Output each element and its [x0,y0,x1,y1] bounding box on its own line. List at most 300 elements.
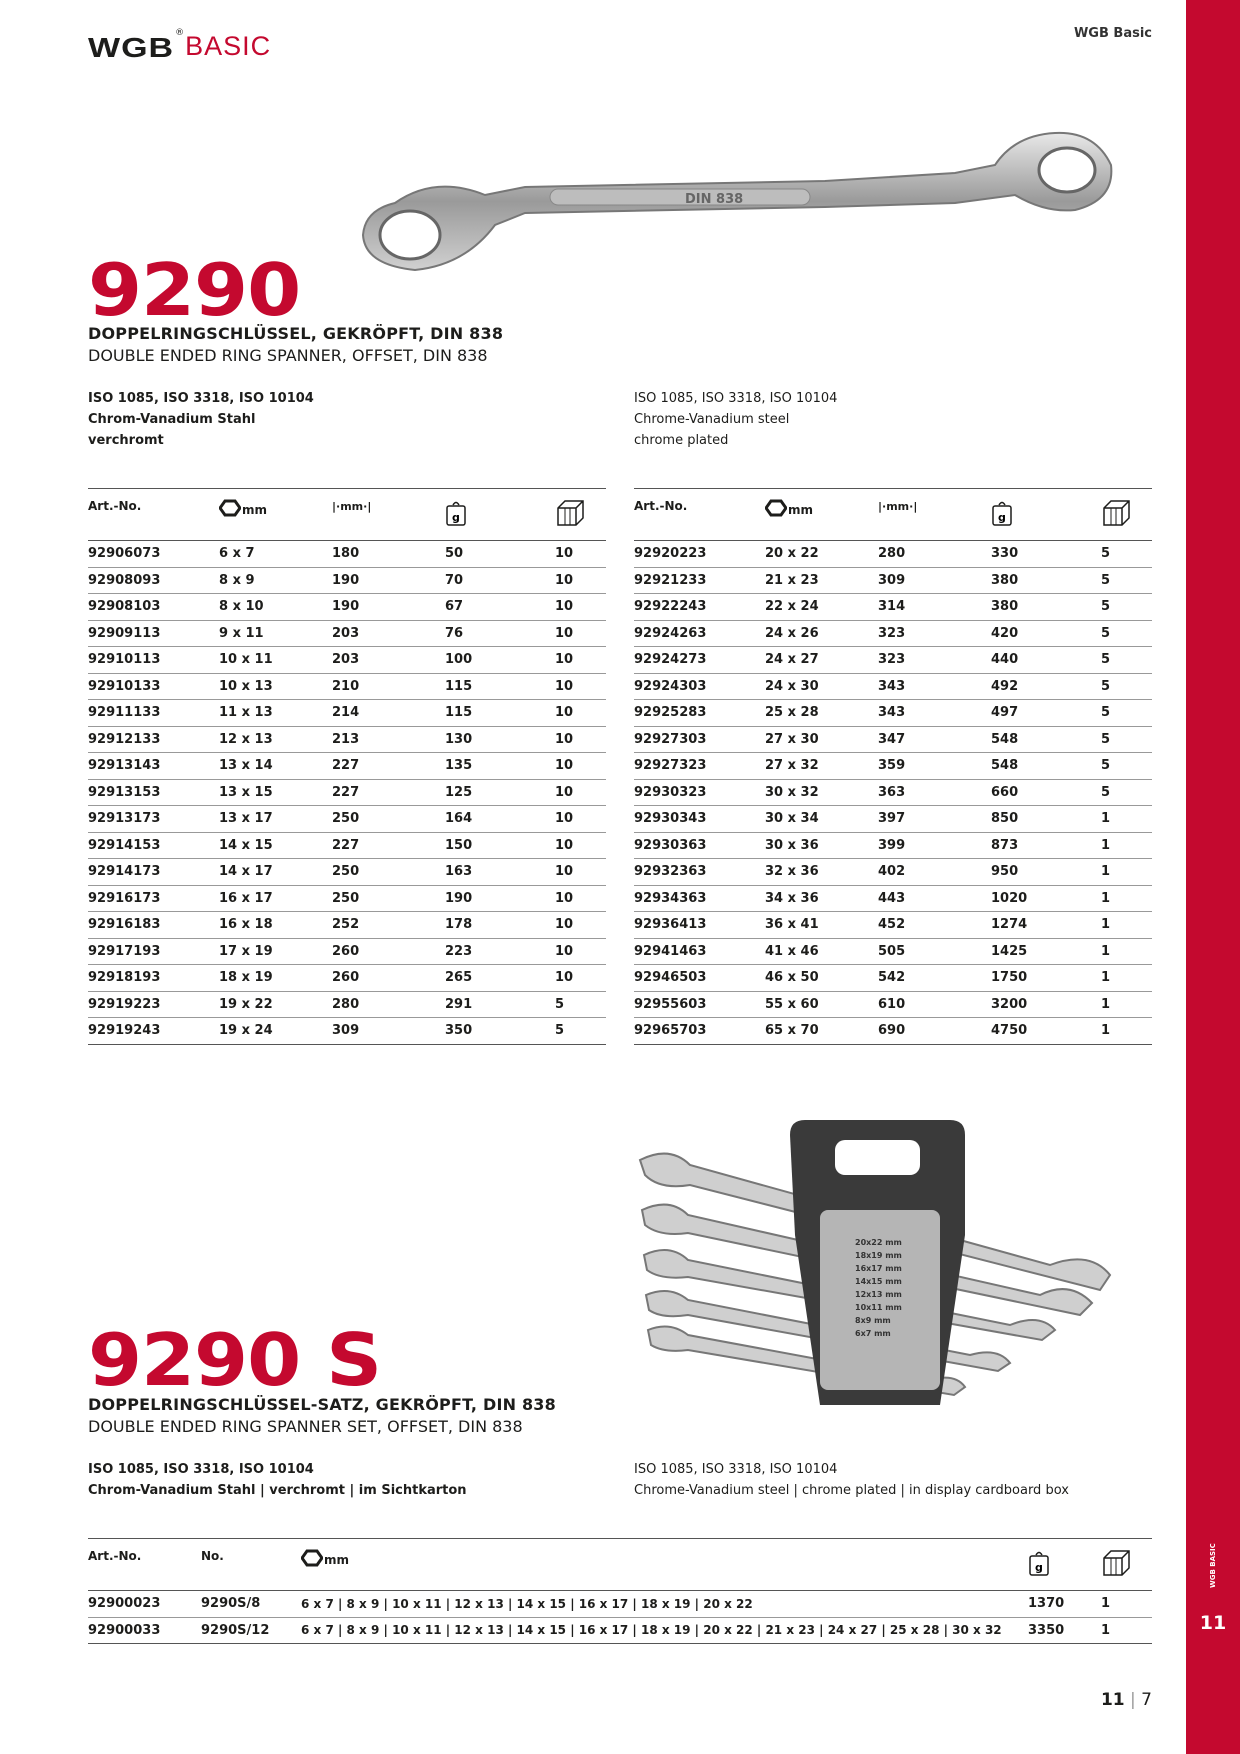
table-row [634,1018,1152,1045]
table-cell: 27 x 32 [765,753,878,780]
table-cell: 10 [555,859,606,886]
table-cell: 41 x 46 [765,938,878,965]
col-size [301,1539,1028,1591]
table-cell: 13 x 17 [219,806,332,833]
spec-line: chrome plated [634,433,729,448]
table-cell: 250 [332,806,445,833]
length-icon: |·mm·| [332,500,372,513]
set-label: 12x13 mm [855,1290,902,1299]
table-row [634,912,1152,939]
table-row [88,1018,606,1045]
table-cell: 347 [878,726,991,753]
package-icon [1101,499,1131,527]
table-row [634,541,1152,568]
table-cell: 10 [555,594,606,621]
table-cell: 11 x 13 [219,700,332,727]
table-cell: 9290S/8 [201,1591,301,1618]
table-cell: 950 [991,859,1101,886]
table-row [88,991,606,1018]
table-cell: 5 [1101,700,1152,727]
col-art-no: Art.-No. [88,499,142,513]
table-cell: 10 [555,753,606,780]
table-row [634,885,1152,912]
product2-spec-en [634,1459,1069,1501]
table-cell: 92916183 [88,912,219,939]
product1-spec-en [634,388,837,451]
table-cell: 115 [445,700,555,727]
table-cell: 67 [445,594,555,621]
table-cell: 92916173 [88,885,219,912]
table-cell: 309 [332,1018,445,1045]
spec-line: verchromt [88,433,164,448]
table-cell: 873 [991,832,1101,859]
table-cell: 92921233 [634,567,765,594]
table-cell: 190 [332,567,445,594]
weight-icon [991,499,1013,527]
svg-text:g: g [998,511,1006,524]
table-cell: 92930363 [634,832,765,859]
table-cell: 399 [878,832,991,859]
table-cell: 214 [332,700,445,727]
table-cell: 32 x 36 [765,859,878,886]
table-cell: 1 [1101,859,1152,886]
table-cell: 5 [555,991,606,1018]
table-row [88,938,606,965]
table-cell: 92924273 [634,647,765,674]
table-cell: 3350 [1028,1617,1101,1644]
table-cell: 1750 [991,965,1101,992]
table-cell: 323 [878,647,991,674]
product2-table [88,1538,1152,1644]
table-cell: 1 [1101,912,1152,939]
product2-spec-de [88,1459,467,1501]
table-cell: 1 [1101,991,1152,1018]
table-cell: 92910113 [88,647,219,674]
table-row [634,965,1152,992]
table-cell: 5 [1101,594,1152,621]
table-cell: 330 [991,541,1101,568]
table-cell: 3200 [991,991,1101,1018]
table-cell: 1425 [991,938,1101,965]
table-cell: 190 [445,885,555,912]
table-cell: 440 [991,647,1101,674]
set-label: 8x9 mm [855,1316,891,1325]
table-row [634,647,1152,674]
table-row [88,965,606,992]
table-cell: 660 [991,779,1101,806]
table-cell: 76 [445,620,555,647]
table-row [88,647,606,674]
table-cell: 280 [878,541,991,568]
set-label: 14x15 mm [855,1277,902,1286]
table-cell: 10 [555,647,606,674]
logo-registered-mark: ® [175,28,185,38]
table-cell: 343 [878,673,991,700]
table-cell: 343 [878,700,991,727]
chapter-sidebar [1186,0,1240,1754]
table-cell: 227 [332,779,445,806]
spec-line: ISO 1085, ISO 3318, ISO 10104 [634,391,838,406]
table-cell: 1 [1101,832,1152,859]
logo-wgb-text: WGB [88,32,175,64]
table-cell: 5 [1101,753,1152,780]
table-cell: 21 x 23 [765,567,878,594]
table-cell: 70 [445,567,555,594]
table-cell: 10 [555,832,606,859]
col-length [878,489,991,541]
set-label: 16x17 mm [855,1264,902,1273]
col-weight [445,489,555,541]
table-cell: 380 [991,567,1101,594]
table-cell: 252 [332,912,445,939]
table-cell: 14 x 15 [219,832,332,859]
table-row [634,779,1152,806]
weight-icon [445,499,467,527]
table-row [88,620,606,647]
table-cell: 92930323 [634,779,765,806]
table-cell: 16 x 17 [219,885,332,912]
table-cell: 92918193 [88,965,219,992]
table-row [634,938,1152,965]
table-row [88,541,606,568]
table-cell: 4750 [991,1018,1101,1045]
table-cell: 92941463 [634,938,765,965]
length-icon: |·mm·| [878,500,918,513]
table-row [634,620,1152,647]
table-cell: 92910133 [88,673,219,700]
brand-header: WGB Basic [1073,26,1152,41]
table-cell: 452 [878,912,991,939]
wgb-basic-logo [88,28,271,62]
table-cell: 1 [1101,806,1152,833]
table-cell: 5 [1101,779,1152,806]
table-cell: 542 [878,965,991,992]
table-cell: 92934363 [634,885,765,912]
table-cell: 250 [332,859,445,886]
table-cell: 505 [878,938,991,965]
table-cell: 5 [1101,567,1152,594]
spec-line: Chrom-Vanadium Stahl [88,412,256,427]
product-number-9290: 9290 [88,248,301,332]
product1-title-en: DOUBLE ENDED RING SPANNER, OFFSET, DIN 838 [88,346,488,365]
table-cell: 10 [555,938,606,965]
table-cell: 22 x 24 [765,594,878,621]
table-cell: 190 [332,594,445,621]
table-cell: 323 [878,620,991,647]
table-cell: 92955603 [634,991,765,1018]
table-cell: 850 [991,806,1101,833]
table-cell: 150 [445,832,555,859]
table-cell: 92911133 [88,700,219,727]
table-cell: 100 [445,647,555,674]
table-cell: 92920223 [634,541,765,568]
table-cell: 34 x 36 [765,885,878,912]
table-cell: 1 [1101,1018,1152,1045]
table-cell: 92900023 [88,1591,201,1618]
table-cell: 10 [555,541,606,568]
table-cell: 1 [1101,885,1152,912]
table-cell: 10 [555,779,606,806]
hex-size-icon: mm [301,1549,349,1567]
table-cell: 92914153 [88,832,219,859]
table-row [88,594,606,621]
table-cell: 13 x 15 [219,779,332,806]
svg-text:g: g [1035,1561,1043,1574]
table-cell: 30 x 32 [765,779,878,806]
table-cell: 92913173 [88,806,219,833]
table-cell: 92927303 [634,726,765,753]
table-cell: 30 x 34 [765,806,878,833]
table-row [634,673,1152,700]
table-cell: 9 x 11 [219,620,332,647]
table-cell: 19 x 24 [219,1018,332,1045]
table-cell: 5 [1101,541,1152,568]
package-icon [555,499,585,527]
spec-line: Chrom-Vanadium Stahl | verchromt | im Sichtkarton [88,1483,467,1498]
table-cell: 10 [555,620,606,647]
table-cell: 1274 [991,912,1101,939]
hex-size-icon: mm [219,499,267,517]
table-cell: 50 [445,541,555,568]
table-cell: 260 [332,938,445,965]
spanner-set-holder-image [630,1115,1145,1435]
spec-line: Chrome-Vanadium steel | chrome plated | in display cardboard box [634,1483,1069,1498]
table-cell: 92925283 [634,700,765,727]
table-cell: 92936413 [634,912,765,939]
table-row [88,1591,1152,1618]
table-cell: 24 x 26 [765,620,878,647]
table-cell: 548 [991,726,1101,753]
set-label: 6x7 mm [855,1329,891,1338]
table-cell: 420 [991,620,1101,647]
table-cell: 291 [445,991,555,1018]
table-cell: 1 [1101,965,1152,992]
table-cell: 10 [555,726,606,753]
table-cell: 178 [445,912,555,939]
table-cell: 350 [445,1018,555,1045]
table-cell: 10 x 11 [219,647,332,674]
table-row [88,700,606,727]
table-cell: 10 [555,673,606,700]
table-row [634,594,1152,621]
sidebar-chapter-number: 11 [1199,1612,1227,1634]
table-cell: 9290S/12 [201,1617,301,1644]
weight-icon [1028,1549,1050,1577]
set-label: 10x11 mm [855,1303,902,1312]
table-cell: 227 [332,832,445,859]
table-cell: 210 [332,673,445,700]
table-cell: 443 [878,885,991,912]
table-cell: 223 [445,938,555,965]
col-pack [555,489,606,541]
table-cell: 14 x 17 [219,859,332,886]
table-cell: 10 [555,885,606,912]
table-cell: 92932363 [634,859,765,886]
table-row [88,779,606,806]
table-cell: 6 x 7 | 8 x 9 | 10 x 11 | 12 x 13 | 14 x 15 | 16 x 17 | 18 x 19 | 20 x 22 [301,1591,1028,1618]
table-cell: 92919223 [88,991,219,1018]
table-cell: 610 [878,991,991,1018]
table-cell: 30 x 36 [765,832,878,859]
table-cell: 5 [1101,620,1152,647]
table-cell: 36 x 41 [765,912,878,939]
table-cell: 92913143 [88,753,219,780]
table-cell: 1 [1101,1591,1152,1618]
table-cell: 10 x 13 [219,673,332,700]
product1-table-left [88,488,606,1045]
table-row [88,912,606,939]
table-cell: 92924263 [634,620,765,647]
col-pack [1101,489,1152,541]
table-cell: 92965703 [634,1018,765,1045]
table-row [88,726,606,753]
set-label: 20x22 mm [855,1238,902,1247]
table-row [88,885,606,912]
product2-title-en: DOUBLE ENDED RING SPANNER SET, OFFSET, DIN 838 [88,1417,523,1436]
col-length [332,489,445,541]
col-weight [1028,1539,1101,1591]
table-cell: 24 x 27 [765,647,878,674]
table-cell: 92946503 [634,965,765,992]
table-cell: 8 x 9 [219,567,332,594]
table-cell: 10 [555,567,606,594]
set-label: 18x19 mm [855,1251,902,1260]
logo-basic-text: BASIC [185,31,272,61]
table-row [88,806,606,833]
table-cell: 92906073 [88,541,219,568]
table-cell: 5 [1101,673,1152,700]
table-cell: 6 x 7 | 8 x 9 | 10 x 11 | 12 x 13 | 14 x 15 | 16 x 17 | 18 x 19 | 20 x 22 | 21 x 23 | 24 x 27 | 25 x 28 | 30 x 32 [301,1617,1028,1644]
col-pack [1101,1539,1152,1591]
product1-title-de: DOPPELRINGSCHLÜSSEL, GEKRÖPFT, DIN 838 [88,324,504,343]
col-art-no: Art.-No. [88,1549,142,1563]
table-row [634,832,1152,859]
table-cell: 180 [332,541,445,568]
table-cell: 203 [332,620,445,647]
product1-table-right [634,488,1152,1045]
table-cell: 363 [878,779,991,806]
table-cell: 1 [1101,938,1152,965]
svg-text:g: g [452,511,460,524]
table-row [634,806,1152,833]
table-cell: 92927323 [634,753,765,780]
table-cell: 6 x 7 [219,541,332,568]
table-cell: 314 [878,594,991,621]
table-cell: 92919243 [88,1018,219,1045]
table-cell: 260 [332,965,445,992]
table-cell: 92909113 [88,620,219,647]
table-cell: 250 [332,885,445,912]
product2-title-de: DOPPELRINGSCHLÜSSEL-SATZ, GEKRÖPFT, DIN 838 [88,1395,556,1414]
table-cell: 92913153 [88,779,219,806]
table-cell: 24 x 30 [765,673,878,700]
table-cell: 17 x 19 [219,938,332,965]
table-cell: 10 [555,806,606,833]
table-cell: 19 x 22 [219,991,332,1018]
table-cell: 497 [991,700,1101,727]
package-icon [1101,1549,1131,1577]
table-cell: 163 [445,859,555,886]
table-cell: 8 x 10 [219,594,332,621]
table-row [88,832,606,859]
table-cell: 27 x 30 [765,726,878,753]
table-cell: 92924303 [634,673,765,700]
table-cell: 213 [332,726,445,753]
table-cell: 380 [991,594,1101,621]
table-cell: 397 [878,806,991,833]
table-cell: 92912133 [88,726,219,753]
table-row [634,991,1152,1018]
table-cell: 92914173 [88,859,219,886]
hex-size-icon: mm [765,499,813,517]
col-weight [991,489,1101,541]
table-cell: 92908103 [88,594,219,621]
product-number-9290s: 9290 S [88,1318,382,1402]
table-cell: 20 x 22 [765,541,878,568]
col-art-no: Art.-No. [634,499,688,513]
spec-line: ISO 1085, ISO 3318, ISO 10104 [88,1462,314,1477]
table-cell: 12 x 13 [219,726,332,753]
table-cell: 18 x 19 [219,965,332,992]
table-cell: 5 [1101,647,1152,674]
table-cell: 1370 [1028,1591,1101,1618]
table-row [634,726,1152,753]
table-cell: 548 [991,753,1101,780]
table-row [88,1617,1152,1644]
table-cell: 164 [445,806,555,833]
table-cell: 265 [445,965,555,992]
table-cell: 5 [555,1018,606,1045]
table-cell: 690 [878,1018,991,1045]
table-cell: 92930343 [634,806,765,833]
spec-line: ISO 1085, ISO 3318, ISO 10104 [634,1462,838,1477]
col-no: No. [201,1549,224,1563]
table-cell: 10 [555,965,606,992]
table-cell: 10 [555,700,606,727]
table-cell: 10 [555,912,606,939]
table-cell: 92922243 [634,594,765,621]
table-cell: 125 [445,779,555,806]
table-cell: 16 x 18 [219,912,332,939]
table-cell: 492 [991,673,1101,700]
table-cell: 359 [878,753,991,780]
table-cell: 1020 [991,885,1101,912]
table-cell: 1 [1101,1617,1152,1644]
table-cell: 402 [878,859,991,886]
table-cell: 280 [332,991,445,1018]
spec-line: ISO 1085, ISO 3318, ISO 10104 [88,391,314,406]
table-cell: 55 x 60 [765,991,878,1018]
table-cell: 309 [878,567,991,594]
table-cell: 115 [445,673,555,700]
spanner-marking-text: DIN 838 [685,192,744,207]
table-cell: 46 x 50 [765,965,878,992]
table-row [634,700,1152,727]
table-cell: 227 [332,753,445,780]
table-cell: 135 [445,753,555,780]
table-cell: 92900033 [88,1617,201,1644]
table-cell: 5 [1101,726,1152,753]
table-row [634,859,1152,886]
table-cell: 65 x 70 [765,1018,878,1045]
table-cell: 25 x 28 [765,700,878,727]
table-cell: 203 [332,647,445,674]
table-row [88,859,606,886]
table-row [88,567,606,594]
table-cell: 13 x 14 [219,753,332,780]
col-size [219,489,332,541]
offset-ring-spanner-image [355,125,1155,280]
